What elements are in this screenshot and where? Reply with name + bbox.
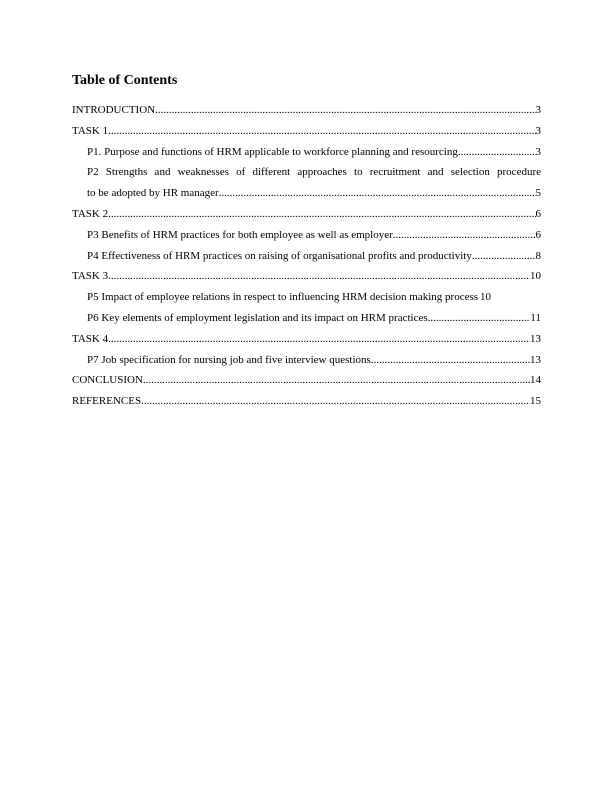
toc-entry-label: to be adopted by HR manager (87, 187, 219, 200)
toc-entry-task-4[interactable] (72, 329, 541, 350)
toc-entry-task-1[interactable] (72, 121, 541, 142)
toc-entry-label: REFERENCES (72, 395, 142, 408)
dot-leader (143, 370, 530, 391)
toc-entry-label: P2 Strengths and weaknesses of different approaches to recruitment and selection procedure (87, 166, 541, 179)
toc-entry-label: TASK 1 (72, 124, 109, 137)
dot-leader (371, 350, 530, 371)
dot-leader (155, 100, 535, 121)
toc-title: Table of Contents (72, 73, 178, 88)
toc-entry-page: 15 (530, 395, 541, 408)
toc-entry-page: 6 (535, 228, 541, 241)
toc-entry-p4[interactable] (72, 246, 541, 267)
dot-leader (108, 329, 530, 350)
toc-entry-task-2[interactable] (72, 204, 541, 225)
toc-entry-label: INTRODUCTION (72, 104, 156, 116)
toc-entry-references[interactable] (72, 391, 541, 412)
toc-entry-label: P7 Job specification for nursing job and five interview questions (87, 353, 371, 366)
toc-entry-page: 8 (535, 249, 541, 262)
toc-entry-p2-line-1[interactable] (72, 162, 541, 183)
toc-entry-conclusion[interactable] (72, 370, 541, 391)
toc-entry-label: P3 Benefits of HRM practices for both employee as well as employer (87, 228, 393, 241)
toc-entry-p1[interactable] (72, 142, 541, 163)
dot-leader (472, 246, 536, 267)
toc-entry-p6[interactable] (72, 308, 541, 329)
toc-entry-page: 5 (535, 187, 541, 200)
toc-entry-label: TASK 4 (72, 332, 109, 345)
toc-entry-label: P4 Effectiveness of HRM practices on raising of organisational profits and productivity (87, 249, 472, 262)
dot-leader (458, 142, 536, 163)
toc-entry-p7[interactable] (72, 350, 541, 371)
toc-entry-page: 11 (530, 311, 541, 324)
toc-entry-page: 3 (535, 124, 541, 137)
toc-entry-page: 3 (535, 104, 541, 116)
toc-entry-page: 13 (530, 353, 541, 366)
toc-entry-label: P6 Key elements of employment legislation and its impact on HRM practices (87, 311, 428, 324)
toc-entry-label: P5 Impact of employee relations in respect to influencing HRM decision making process (87, 291, 479, 304)
toc-entry-page: 13 (530, 332, 541, 345)
toc-entry-p3[interactable] (72, 225, 541, 246)
toc-entry-label: P1. Purpose and functions of HRM applicable to workforce planning and resourcing (87, 145, 458, 158)
toc-entry-page: 3 (535, 145, 541, 158)
toc-list (72, 100, 541, 412)
dot-leader (141, 391, 530, 412)
toc-entry-page: 10 (530, 270, 541, 283)
dot-leader (393, 225, 536, 246)
toc-entry-page: 6 (535, 207, 541, 220)
dot-leader (108, 121, 535, 142)
toc-entry-p2-line-2[interactable] (72, 183, 541, 204)
toc-entry-introduction[interactable] (72, 100, 541, 121)
toc-entry-label: TASK 3 (72, 270, 109, 283)
toc-entry-label: TASK 2 (72, 207, 109, 220)
toc-entry-page: 10 (480, 291, 492, 304)
toc-entry-task-3[interactable] (72, 266, 541, 287)
dot-leader (428, 308, 531, 329)
dot-leader (108, 204, 535, 225)
toc-entry-label: CONCLUSION (72, 374, 143, 387)
toc-entry-p5[interactable] (72, 287, 541, 308)
dot-leader (219, 183, 536, 204)
dot-leader (108, 266, 530, 287)
toc-entry-page: 14 (530, 374, 541, 387)
